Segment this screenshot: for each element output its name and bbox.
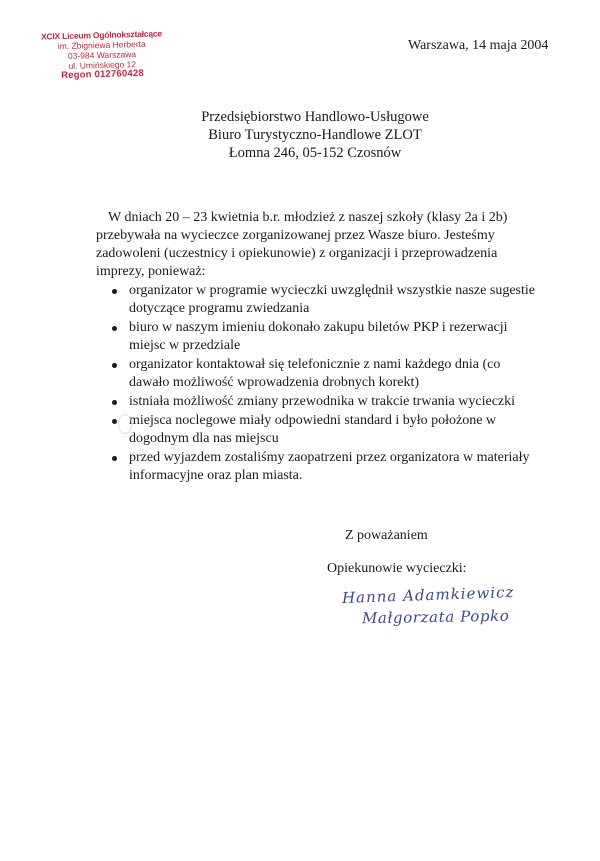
stamp-patron: im. Zbigniewa Herberta (57, 38, 146, 52)
intro-paragraph: W dniach 20 – 23 kwietnia b.r. młodzież z naszej szkoły (klasy 2a i 2b) przebywała na wycieczce zorganizowanej przez Wasze biuro. Jesteśmy zadowoleni (uczestnicy i opiekunowie) z organizacji i przeprowadzenia imprezy, ponieważ: (96, 210, 508, 279)
list-item: biuro w naszym imieniu dokonało zakupu biletów PKP i rezerwacji miejsc w przedziale (129, 319, 536, 355)
reasons-list (96, 282, 536, 485)
paper-smudge (118, 414, 132, 434)
list-item: organizator w programie wycieczki uwzględnił wszystkie nasze sugestie dotyczące programu zwiedzania (129, 283, 535, 316)
list-item: przed wyjazdem zostaliśmy zaopatrzeni przez organizatora w materiały informacyjne oraz plan miasta. (129, 449, 536, 485)
signature-1: Hanna Adamkiewicz (341, 582, 515, 608)
list-item: istniała możliwość zmiany przewodnika w trakcie trwania wycieczki (129, 393, 536, 411)
stamp-postcode-city: 03-984 Warszawa (67, 49, 137, 61)
letter-body (96, 209, 536, 485)
list-item: miejsca noclegowe miały odpowiedni standard i było położone w dogodnym dla nas miejscu (129, 412, 536, 448)
school-stamp (27, 28, 176, 82)
guardians-label: Opiekunowie wycieczki: (327, 561, 467, 576)
recipient-address (175, 108, 455, 162)
handwritten-signatures (335, 582, 590, 632)
stamp-street: ul. Umińskiego 12 (68, 59, 137, 71)
list-item: organizator kontaktował się telefonicznie z nami każdego dnia (co dawało możliwość wprowadzenia drobnych korekt) (129, 356, 536, 392)
stamp-regon: Regon 012760428 (61, 67, 145, 82)
recipient-company: Przedsiębiorstwo Handlowo-Usługowe (201, 109, 429, 125)
letter-date: Warszawa, 14 maja 2004 (408, 38, 549, 53)
recipient-office: Biuro Turystyczno-Handlowe ZLOT (208, 127, 422, 143)
closing-phrase: Z poważaniem (345, 528, 428, 543)
recipient-address-line: Łomna 246, 05-152 Czosnów (228, 145, 402, 161)
signature-2: Małgorzata Popko (361, 606, 510, 628)
stamp-school-name: XCIX Liceum Ogólnokształcące (40, 28, 163, 42)
